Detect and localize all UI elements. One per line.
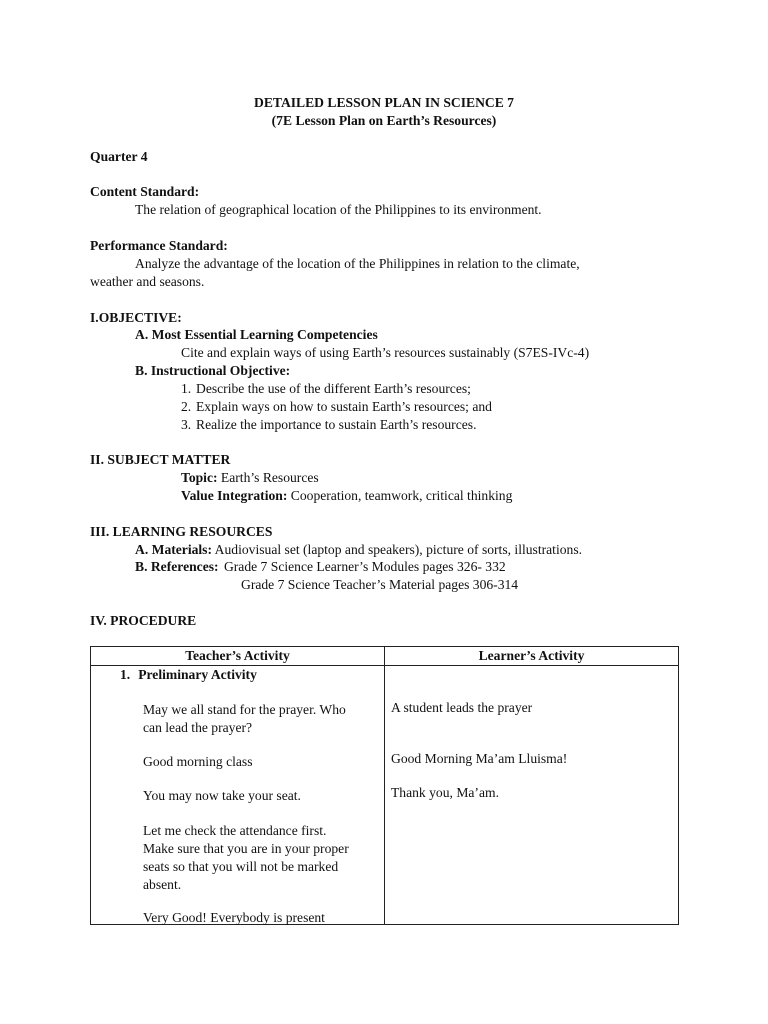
preliminary-activity-heading: 1. Preliminary Activity — [120, 667, 257, 682]
instructional-objective-label: B. Instructional Objective: — [135, 363, 291, 378]
teacher-activity-cell — [91, 666, 385, 925]
performance-standard-label: Performance Standard: — [90, 238, 228, 253]
teacher-line: Good morning class — [143, 754, 253, 769]
teacher-line: Make sure that you are in your proper — [143, 841, 349, 856]
objective-item: 1. Describe the use of the different Earth’s resources; — [181, 381, 471, 396]
performance-standard-line1: Analyze the advantage of the location of the Philippines in relation to the climate, — [135, 256, 580, 271]
teacher-activity-header: Teacher’s Activity — [91, 647, 385, 666]
topic-label: Topic: — [181, 470, 218, 485]
materials-label: A. Materials: — [135, 542, 213, 557]
teacher-line: You may now take your seat. — [143, 788, 301, 803]
procedure-table — [90, 646, 679, 925]
learner-line: A student leads the prayer — [391, 700, 533, 715]
performance-standard-line2: weather and seasons. — [90, 274, 205, 289]
teacher-line: May we all stand for the prayer. Who — [143, 702, 346, 717]
content-standard-text: The relation of geographical location of the Philippines to its environment. — [135, 202, 542, 217]
subject-matter-heading: II. SUBJECT MATTER — [90, 452, 231, 467]
quarter-label: Quarter 4 — [90, 149, 148, 164]
value-integration-value: Cooperation, teamwork, critical thinking — [290, 488, 513, 503]
objective-item: 3. Realize the importance to sustain Earth’s resources. — [181, 417, 477, 432]
objective-item: 2. Explain ways on how to sustain Earth’s resources; and — [181, 399, 492, 414]
materials-value: Audiovisual set (laptop and speakers), picture of sorts, illustrations. — [214, 542, 583, 557]
learning-resources-heading: III. LEARNING RESOURCES — [90, 524, 273, 539]
learner-activity-cell — [385, 666, 679, 925]
competencies-text: Cite and explain ways of using Earth’s resources sustainably (S7ES-IVc-4) — [181, 345, 590, 360]
reference-2: Grade 7 Science Teacher’s Material pages 306-314 — [241, 577, 519, 592]
document-title: DETAILED LESSON PLAN IN SCIENCE 7 — [254, 95, 514, 110]
value-integration-label: Value Integration: — [181, 488, 288, 503]
materials-row — [135, 541, 582, 559]
value-integration-row — [181, 487, 512, 505]
references-label: B. References: — [135, 559, 219, 574]
learner-line: Good Morning Ma’am Lluisma! — [391, 751, 568, 766]
objective-heading: I.OBJECTIVE: — [90, 310, 182, 325]
topic-value: Earth’s Resources — [220, 470, 319, 485]
teacher-line: absent. — [143, 877, 182, 892]
table-row — [91, 666, 679, 925]
learner-activity-header: Learner’s Activity — [385, 647, 679, 666]
reference-1: Grade 7 Science Learner’s Modules pages 326- 332 — [223, 559, 506, 574]
teacher-line: Let me check the attendance first. — [143, 823, 327, 838]
document-subtitle: (7E Lesson Plan on Earth’s Resources) — [271, 113, 497, 128]
competencies-label: A. Most Essential Learning Competencies — [135, 327, 378, 342]
procedure-heading: IV. PROCEDURE — [90, 613, 197, 628]
content-standard-label: Content Standard: — [90, 184, 200, 199]
table-header-row — [91, 647, 679, 666]
topic-row — [181, 469, 319, 487]
learner-line: Thank you, Ma’am. — [391, 785, 499, 800]
teacher-line: Very Good! Everybody is present — [143, 910, 325, 925]
references-row — [135, 558, 506, 576]
teacher-line: can lead the prayer? — [143, 720, 253, 735]
teacher-line: seats so that you will not be marked — [143, 859, 339, 874]
